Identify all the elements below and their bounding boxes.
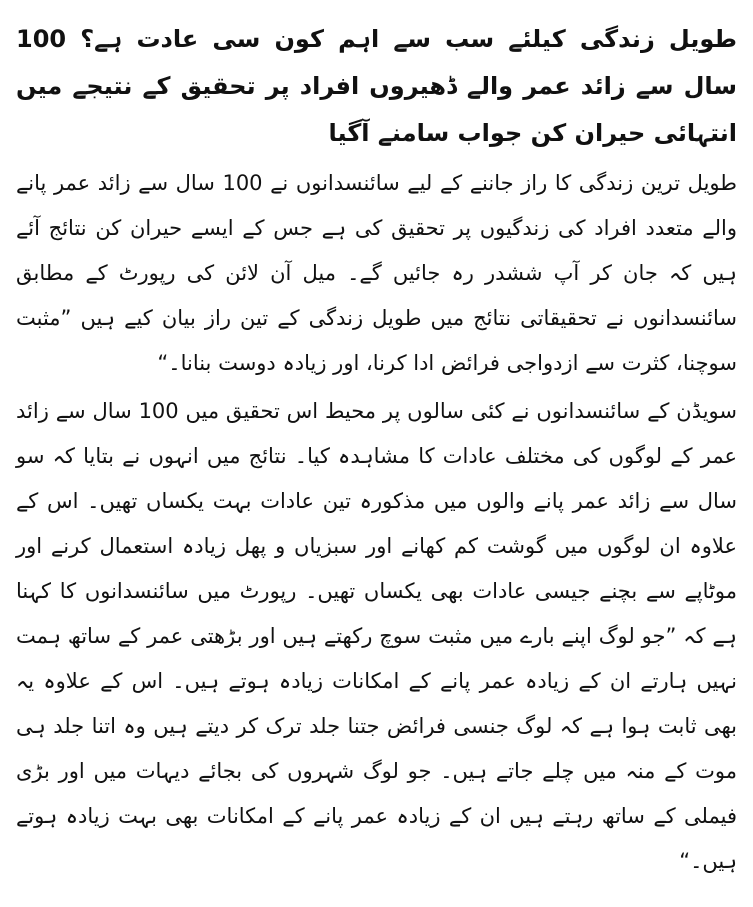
article-paragraph-2: سویڈن کے سائنسدانوں نے کئی سالوں پر محیط اس تحقیق میں 100 سال سے زائد عمر کے لوگوں کی مختلف عادات کا مشاہدہ کیا۔ نتائج میں انہوں نے بتایا کہ سو سال سے زائد عمر پانے والوں میں مذکورہ تین عادات بہت یکساں تھیں۔ اس کے علاوہ ان لوگوں میں گوشت کم کھانے اور سبزیاں و پھل زیادہ استعمال کرنے اور موٹاپے سے بچنے جیسی عادات بھی یکساں تھیں۔ رپورٹ میں سائنسدانوں کا کہنا ہے کہ ”جو لوگ اپنے بارے میں مثبت سوچ رکھتے ہیں اور بڑھتی عمر کے ساتھ ہمت نہیں ہارتے ان کے زیادہ عمر پانے کے امکانات زیادہ ہوتے ہیں۔ اس کے علاوہ یہ بھی ثابت ہوا ہے کہ لوگ جنسی فرائض جتنا جلد ترک کر دیتے ہیں وہ اتنا جلد ہی موت کے منہ میں چلے جاتے ہیں۔ جو لوگ شہروں کی بجائے دیہات میں اور بڑی فیملی کے ساتھ رہتے ہیں ان کے زیادہ عمر پانے کے امکانات بھی بہت زیادہ ہوتے ہیں۔“ bbox=[16, 399, 738, 873]
article-headline: طویل زندگی کیلئے سب سے اہم کون سی عادت ہے؟ 100 سال سے زائد عمر والے ڈھیروں افراد پر تحقیق کے نتیجے میں انتہائی حیران کن جواب سامنے آگیا bbox=[16, 25, 737, 147]
article-paragraph-1: طویل ترین زندگی کا راز جاننے کے لیے سائنسدانوں نے 100 سال سے زائد عمر پانے والے متعدد افراد کی زندگیوں پر تحقیق کی ہے جس کے ایسے حیران کن نتائج آئے ہیں کہ جان کر آپ ششدر رہ جائیں گے۔ میل آن لائن کی رپورٹ کے مطابق سائنسدانوں نے تحقیقاتی نتائج میں طویل زندگی کے تین راز بیان کیے ہیں ”مثبت سوچنا، کثرت سے ازدواجی فرائض ادا کرنا، اور زیادہ دوست بنانا۔“ bbox=[16, 171, 737, 375]
